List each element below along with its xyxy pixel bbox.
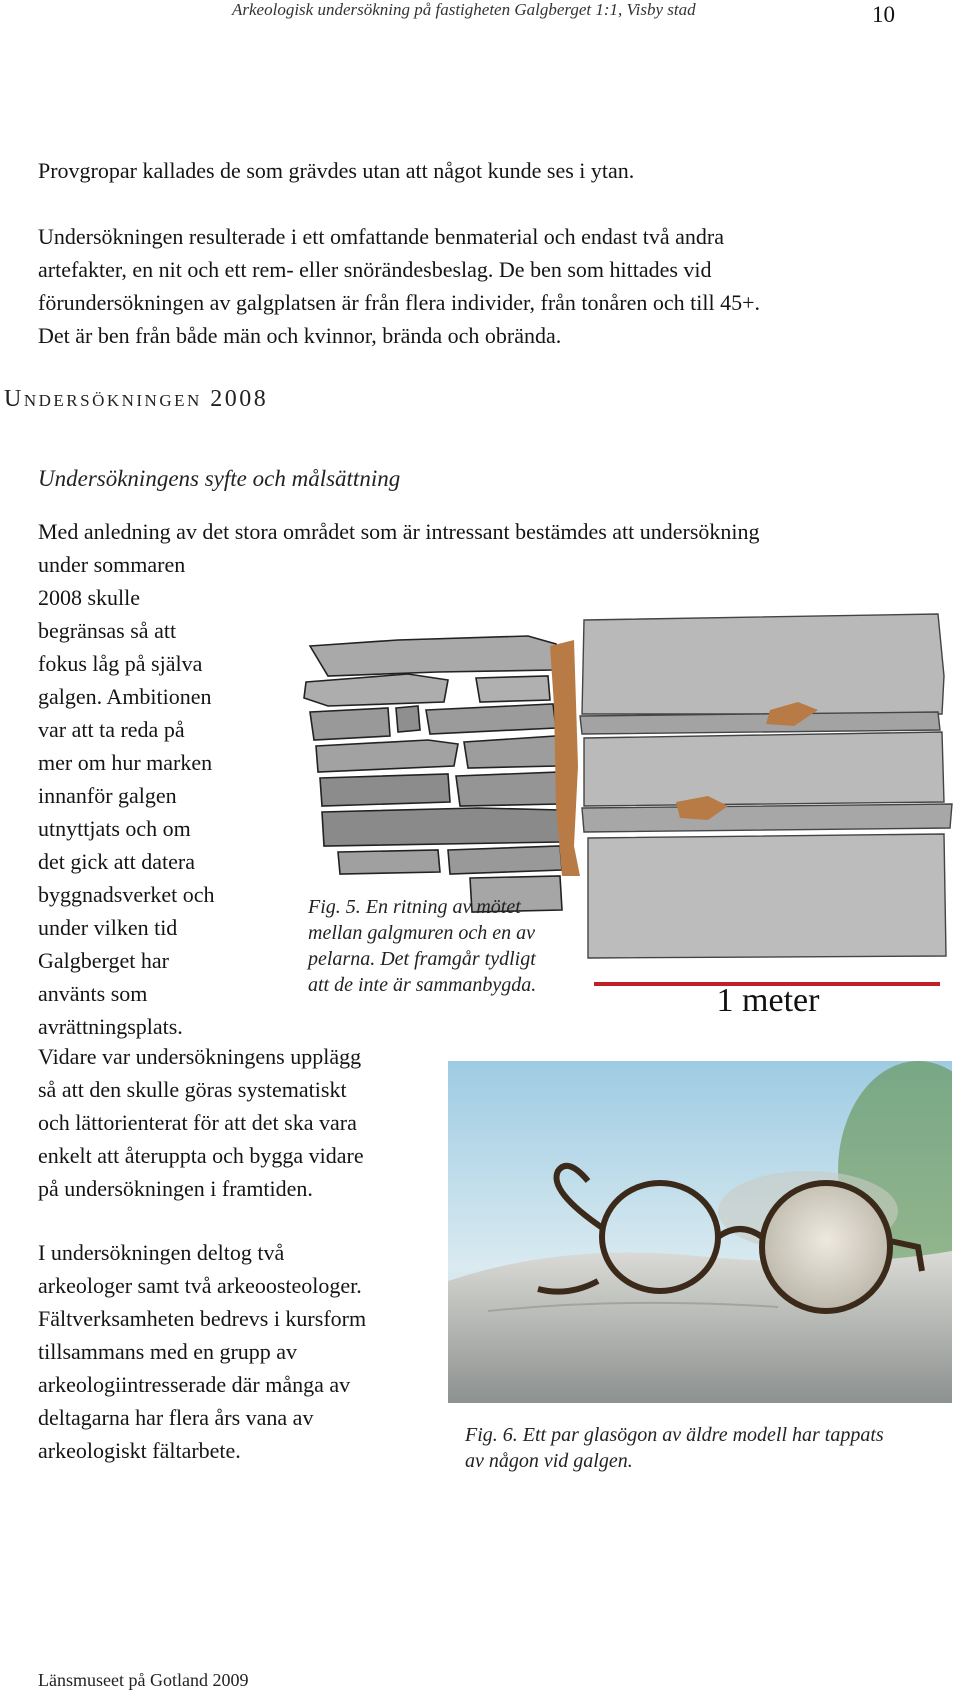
text-line: var att ta reda på (38, 717, 185, 742)
glasses-photo-svg (448, 1061, 952, 1403)
text-line: I undersökningen deltog två (38, 1240, 285, 1265)
caption-line: att de inte är sammanbygda. (308, 974, 537, 996)
paragraph-method (38, 1040, 438, 1205)
running-header: Arkeologisk undersökning på fastigheten Galgberget 1:1, Visby stad (232, 0, 696, 19)
text-line: byggnadsverket och (38, 882, 215, 907)
page-footer: Länsmuseet på Gotland 2009 (38, 1670, 249, 1690)
wall-stone (338, 850, 440, 874)
wall-stone (310, 636, 556, 676)
wall-stone (476, 676, 550, 702)
paragraph-provgropar: Provgropar kallades de som grävdes utan att något kunde ses i ytan. (38, 158, 635, 183)
text-line: enkelt att återuppta och bygga vidare (38, 1143, 364, 1168)
caption-line: Fig. 6. Ett par glasögon av äldre modell har tappats (465, 1424, 884, 1446)
page-number: 10 (872, 2, 895, 27)
text-line: Vidare var undersökningens upplägg (38, 1044, 362, 1069)
text-line: arkeologer samt två arkeoosteologer. (38, 1273, 362, 1298)
text-line: mer om hur marken (38, 750, 213, 775)
wall-stone (310, 708, 390, 740)
text-line: begränsas så att (38, 618, 177, 643)
wall-stone (316, 740, 458, 772)
paragraph-purpose (38, 548, 298, 1043)
scale-label: 1 meter (716, 982, 820, 1016)
pillar-stone (580, 712, 940, 734)
text-line: avrättningsplats. (38, 1014, 183, 1039)
text-line: förundersökningen av galgplatsen är från flera individer, från tonåren och till 45+. (38, 290, 760, 315)
text-line: Det är ben från både män och kvinnor, brända och obrända. (38, 323, 562, 348)
text-line: arkeologiskt fältarbete. (38, 1438, 241, 1463)
text-line: utnyttjats och om (38, 816, 191, 841)
text-line: 2008 skulle (38, 585, 141, 610)
text-line: Galgberget har (38, 948, 169, 973)
text-line: galgen. Ambitionen (38, 684, 212, 709)
text-line: under vilken tid (38, 915, 178, 940)
pillar-stone (588, 834, 946, 958)
text-line: använts som (38, 981, 148, 1006)
paragraph-participants (38, 1236, 438, 1467)
caption-line: pelarna. Det framgår tydligt (308, 948, 536, 970)
text-line: Fältverksamheten bedrevs i kursform (38, 1306, 367, 1331)
wall-stone (322, 808, 560, 846)
text-line: på undersökningen i framtiden. (38, 1176, 313, 1201)
paragraph-intro-line: Med anledning av det stora området som är intressant bestämdes att undersökning (38, 519, 760, 544)
text-line: och lättorienterat för att det ska vara (38, 1110, 357, 1135)
text-line: deltagarna har flera års vana av (38, 1405, 314, 1430)
figure-5-caption (308, 894, 588, 998)
subsection-heading: Undersökningens syfte och målsättning (38, 466, 401, 491)
text-line: arkeologiintresserade där många av (38, 1372, 351, 1397)
text-line: fokus låg på själva (38, 651, 203, 676)
pillar-stone (582, 804, 952, 832)
wall-stone (426, 704, 556, 734)
wall-stone (304, 674, 448, 706)
wall-stone (396, 706, 420, 732)
caption-line: mellan galgmuren och en av (308, 922, 535, 944)
paragraph-results (38, 220, 918, 352)
text-line: innanför galgen (38, 783, 177, 808)
figure-glasses-photo (448, 1061, 952, 1403)
wall-stone (464, 736, 558, 768)
wall-stone (448, 846, 562, 874)
pillar-stone (582, 614, 944, 714)
section-heading: Undersökningen 2008 (4, 386, 269, 412)
text-line: så att den skulle göras systematiskt (38, 1077, 347, 1102)
wall-stone (320, 774, 450, 806)
text-line: tillsammans med en grupp av (38, 1339, 298, 1364)
text-line: under sommaren (38, 552, 186, 577)
wall-stone (456, 772, 560, 806)
figure-6-caption (465, 1422, 945, 1474)
text-line: det gick att datera (38, 849, 195, 874)
caption-line: Fig. 5. En ritning av mötet (308, 896, 521, 918)
text-line: Undersökningen resulterade i ett omfattande benmaterial och endast två andra (38, 224, 725, 249)
pillar-stone (584, 732, 944, 806)
caption-line: av någon vid galgen. (465, 1450, 633, 1472)
text-line: artefakter, en nit och ett rem- eller snörändesbeslag. De ben som hittades vid (38, 257, 712, 282)
